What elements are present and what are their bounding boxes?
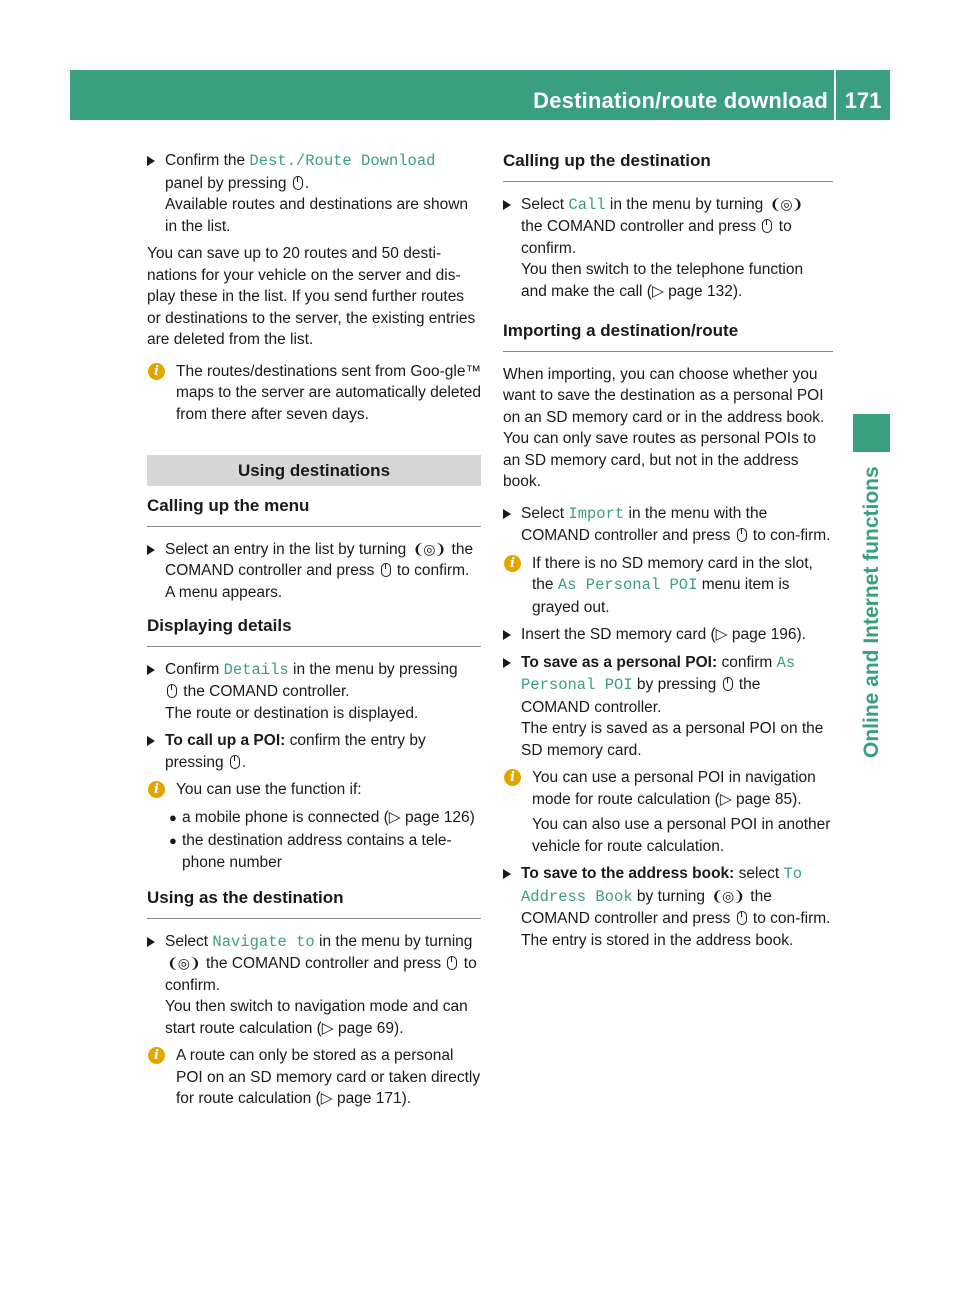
page-title: Destination/route download — [533, 88, 828, 113]
press-controller-icon — [737, 528, 747, 542]
subheading-import: Importing a destination/route — [503, 320, 833, 352]
ui-label: Call — [568, 195, 606, 214]
step-navigate-to: Select Navigate to in the menu by turning ❨◎❩ the COMAND controller and press to confirm. You then switch to navigation mode and can start route calculation (▷ page 69). — [147, 931, 481, 1040]
press-controller-icon — [737, 911, 747, 925]
turn-controller-icon: ❨◎❩ — [711, 887, 744, 904]
info-icon: i — [504, 555, 521, 572]
list-item: ● the destination address contains a tele-phone number — [169, 832, 452, 871]
turn-controller-icon: ❨◎❩ — [167, 955, 200, 971]
step-insert-card: Insert the SD memory card (▷ page 196). — [503, 624, 833, 646]
step-save-poi: To save as a personal POI: confirm As Personal POI by pressing the COMAND controller. The entry is saved as a personal POI on the SD memory card. — [503, 652, 833, 762]
step-arrow-icon — [503, 869, 511, 879]
info-icon: i — [504, 769, 521, 786]
body-paragraph: When importing, you can choose whether you want to save the destination as a personal POI on an SD memory card or in the address book. You can only save routes as personal POIs to an SD memory card, but not in the address book. — [503, 365, 825, 490]
step-arrow-icon — [503, 658, 511, 668]
step-select-call: Select Call in the menu by turning ❨◎❩ the COMAND controller and press to confirm. You then switch to the telephone function and make the call (▷ page 132). — [503, 194, 833, 303]
right-column — [503, 150, 833, 957]
list-item: ● a mobile phone is connected (▷ page 126) — [168, 807, 481, 829]
press-controller-icon — [762, 219, 772, 233]
info-icon: i — [148, 1047, 165, 1064]
step-arrow-icon — [503, 630, 511, 640]
step-arrow-icon — [147, 156, 155, 166]
step-select-entry: Select an entry in the list by turning ❨◎❩ the COMAND controller and press to confirm. A menu appears. — [147, 539, 481, 604]
ui-label: As Personal POI — [521, 653, 796, 694]
press-controller-icon — [167, 684, 177, 698]
press-controller-icon — [230, 755, 240, 769]
bullet-icon: ● — [169, 833, 177, 848]
step-arrow-icon — [503, 509, 511, 519]
page-number: 171 — [844, 88, 882, 113]
info-note: i A route can only be stored as a personal POI on an SD memory card or taken directly for route calculation (▷ page 171). — [147, 1045, 481, 1110]
subheading-menu: Calling up the menu — [147, 495, 481, 527]
press-controller-icon — [723, 677, 733, 691]
turn-controller-icon: ❨◎❩ — [412, 540, 446, 557]
ui-label: Navigate to — [212, 932, 315, 951]
step-call-poi: To call up a POI: confirm the entry by pressing . — [147, 730, 481, 773]
subheading-call: Calling up the destination — [503, 150, 833, 182]
info-note: i If there is no SD memory card in the slot, the As Personal POI menu item is grayed out. — [503, 553, 833, 619]
subheading-destination: Using as the destination — [147, 887, 481, 919]
ui-label: Import — [568, 504, 625, 523]
body-paragraph: You can save up to 20 routes and 50 desti-nations for your vehicle on the server and dis-play these in the list. If you send further routes or destinations to the server, the existing entries are deleted from the list. — [147, 245, 476, 348]
step-confirm-details: Confirm Details in the menu by pressing the COMAND controller. The route or destination is displayed. — [147, 659, 481, 725]
side-tab-marker — [853, 414, 890, 452]
left-column — [147, 150, 481, 1116]
side-tab-label: Online and Internet functions — [860, 466, 883, 758]
step-confirm-panel: Confirm the Dest./Route Download panel by pressing . Available routes and destinations are shown in the list. — [147, 150, 481, 237]
section-heading: Using destinations — [147, 455, 481, 486]
ui-label: As Personal POI — [557, 576, 698, 594]
step-arrow-icon — [503, 200, 511, 210]
turn-controller-icon: ❨◎❩ — [769, 195, 803, 212]
bullet-icon: ● — [169, 809, 177, 825]
info-icon: i — [148, 781, 165, 798]
press-controller-icon — [293, 176, 303, 190]
step-select-import: Select Import in the menu with the COMAND controller and press to con-firm. — [503, 503, 833, 547]
info-note: i The routes/destinations sent from Goo-gle™ maps to the server are automatically deleted from there after seven days. — [147, 361, 481, 426]
press-controller-icon — [381, 563, 391, 577]
info-icon: i — [148, 363, 165, 380]
step-arrow-icon — [147, 545, 155, 555]
info-note: i You can use a personal POI in navigation mode for route calculation (▷ page 85). You can also use a personal POI in another vehicle for route calculation. — [503, 767, 833, 857]
ui-label: To Address Book — [521, 865, 803, 906]
ui-label: Details — [223, 660, 289, 679]
ui-label: Dest./Route Download — [249, 152, 436, 170]
step-arrow-icon — [147, 937, 155, 947]
step-arrow-icon — [147, 665, 155, 675]
subheading-details: Displaying details — [147, 615, 481, 647]
step-arrow-icon — [147, 736, 155, 746]
info-note: i You can use the function if: — [147, 779, 481, 801]
press-controller-icon — [447, 956, 457, 970]
step-save-address-book: To save to the address book: select To Address Book by turning ❨◎❩ the COMAND controller and press to con-firm. The entry is stored in the address book. — [503, 863, 833, 951]
